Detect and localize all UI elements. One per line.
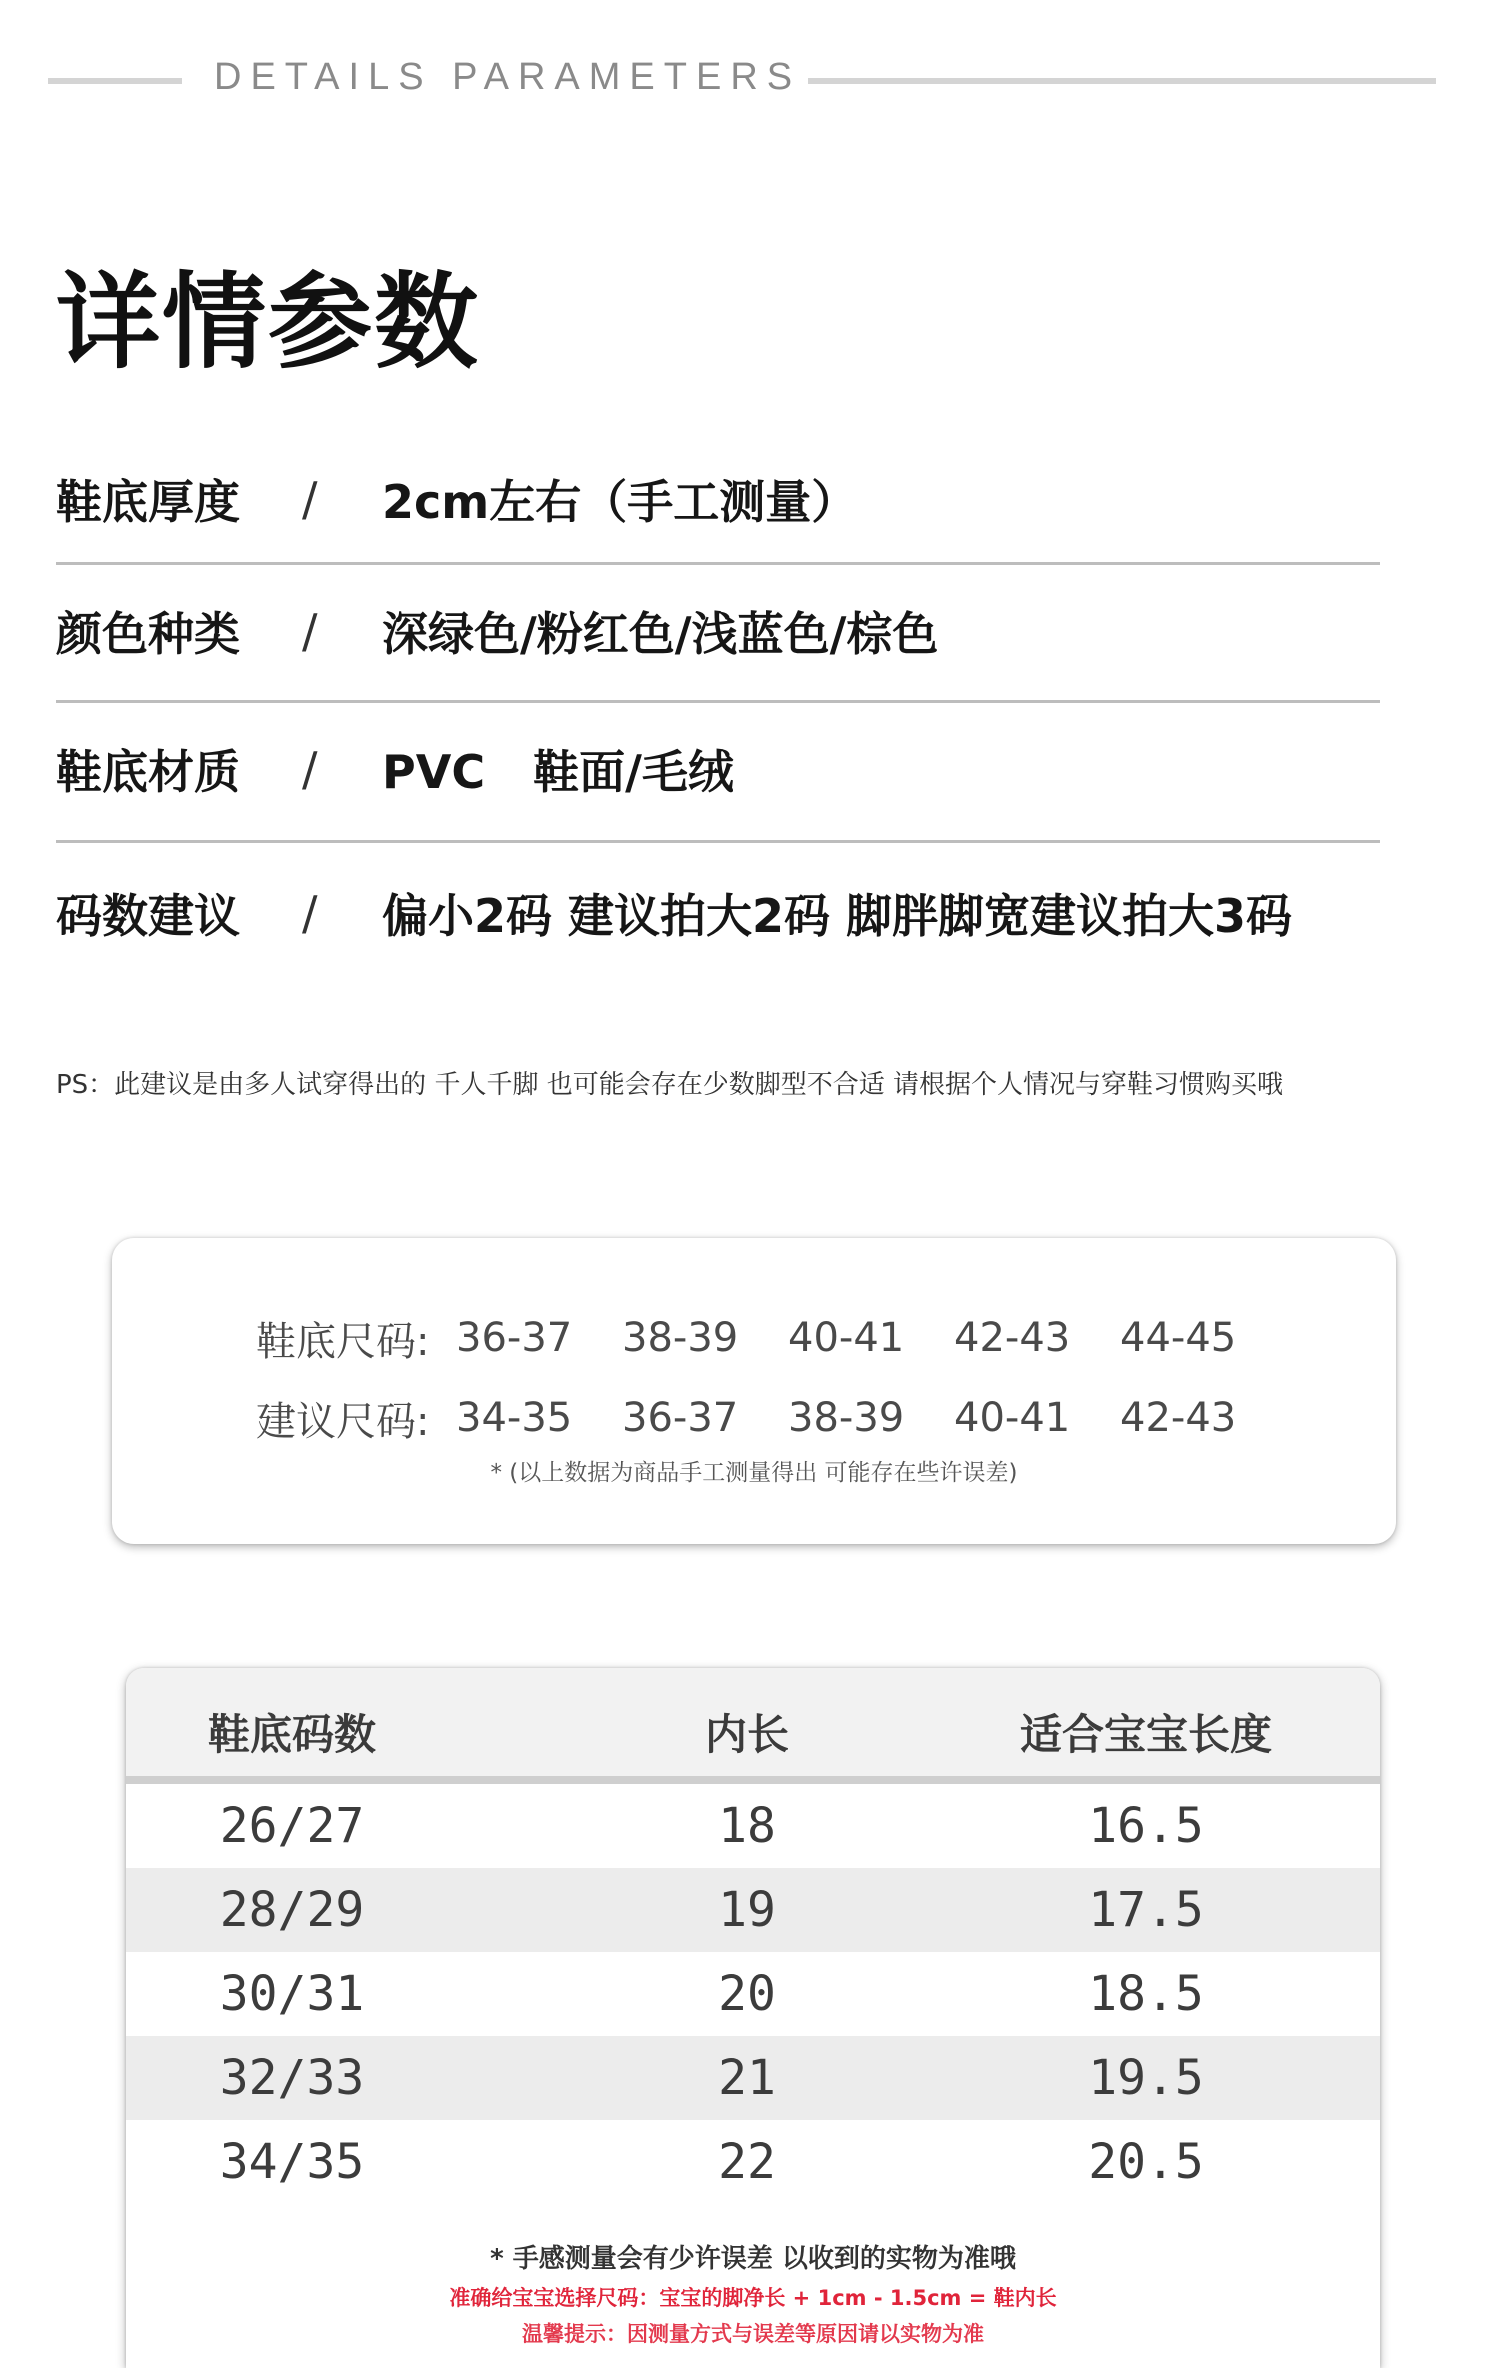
header-title: DETAILS PARAMETERS: [214, 56, 802, 98]
size-value: 42-43: [1120, 1395, 1237, 1441]
param-separator: /: [302, 742, 318, 796]
table-cell: 30/31: [219, 1966, 365, 2022]
table-cell: 20.5: [1088, 2134, 1204, 2190]
table-cell: 16.5: [1088, 1798, 1204, 1854]
divider: [56, 562, 1380, 565]
table-header-cell: 鞋底码数: [207, 1710, 376, 1759]
size-value: 40-41: [788, 1315, 905, 1361]
size-value: 38-39: [788, 1395, 905, 1441]
size-table-card: [126, 1668, 1380, 2368]
size-value: 44-45: [1120, 1315, 1237, 1361]
size-value: 40-41: [954, 1395, 1071, 1441]
param-separator: /: [302, 886, 318, 940]
size-row-sole: [256, 1308, 1286, 1368]
table-cell: 32/33: [219, 2050, 365, 2106]
param-value: 2cm左右（手工测量）: [382, 475, 858, 529]
param-label: 颜色种类: [56, 607, 240, 661]
table-cell: 20: [718, 1966, 776, 2022]
size-card-note: * (以上数据为商品手工测量得出 可能存在些许误差): [490, 1460, 1018, 1486]
header-line-right: [808, 78, 1436, 84]
ps-note: PS：此建议是由多人试穿得出的 千人千脚 也可能会存在少数脚型不合适 请根据个人情况与穿鞋习惯购买哦: [56, 1070, 1283, 1100]
param-label: 鞋底材质: [56, 745, 240, 799]
table-cell: 17.5: [1088, 1882, 1204, 1938]
size-value: 38-39: [622, 1315, 739, 1361]
param-row-sole-thickness: [56, 434, 1380, 564]
table-cell: 21: [718, 2050, 776, 2106]
param-row-colors: [56, 566, 1380, 696]
table-header-cell: 内长: [704, 1710, 789, 1759]
table-cell: 34/35: [219, 2134, 365, 2190]
table-row: [126, 2120, 1380, 2204]
divider: [56, 840, 1380, 843]
param-separator: /: [302, 472, 318, 526]
table-note-reminder: 温馨提示：因测量方式与误差等原因请以实物为准: [522, 2322, 984, 2346]
table-note-measurement: * 手感测量会有少许误差 以收到的实物为准哦: [490, 2244, 1016, 2274]
size-value: 34-35: [456, 1395, 573, 1441]
header-line-left: [48, 78, 182, 84]
table-cell: 22: [718, 2134, 776, 2190]
param-value: 偏小2码 建议拍大2码 脚胖脚宽建议拍大3码: [382, 889, 1293, 943]
divider: [56, 700, 1380, 703]
param-row-sole-material: [56, 704, 1380, 834]
table-row: [126, 2036, 1380, 2120]
table-row: [126, 1868, 1380, 1952]
table-note-fit-formula: 准确给宝宝选择尺码：宝宝的脚净长 + 1cm - 1.5cm = 鞋内长: [449, 2286, 1057, 2310]
table-row: [126, 1952, 1380, 2036]
size-row-suggested: [256, 1388, 1286, 1448]
param-value: 深绿色/粉红色/浅蓝色/棕色: [382, 607, 939, 661]
table-cell: 19: [718, 1882, 776, 1938]
table-cell: 18: [718, 1798, 776, 1854]
size-value: 36-37: [622, 1395, 739, 1441]
size-conversion-card: [112, 1238, 1396, 1544]
table-cell: 28/29: [219, 1882, 365, 1938]
size-value: 42-43: [954, 1315, 1071, 1361]
table-cell: 26/27: [219, 1798, 365, 1854]
size-row-label: 鞋底尺码:: [256, 1318, 430, 1365]
page-title: 详情参数: [56, 261, 481, 383]
table-row: [126, 1784, 1380, 1868]
param-label: 码数建议: [56, 889, 240, 943]
table-cell: 18.5: [1088, 1966, 1204, 2022]
param-separator: /: [302, 604, 318, 658]
param-value: PVC 鞋面/毛绒: [382, 745, 734, 799]
table-header-cell: 适合宝宝长度: [1019, 1710, 1272, 1759]
size-value: 36-37: [456, 1315, 573, 1361]
table-cell: 19.5: [1088, 2050, 1204, 2106]
param-label: 鞋底厚度: [56, 475, 240, 529]
size-row-label: 建议尺码:: [256, 1398, 430, 1445]
param-row-size-advice: [56, 848, 1380, 978]
table-header: [126, 1668, 1380, 1784]
